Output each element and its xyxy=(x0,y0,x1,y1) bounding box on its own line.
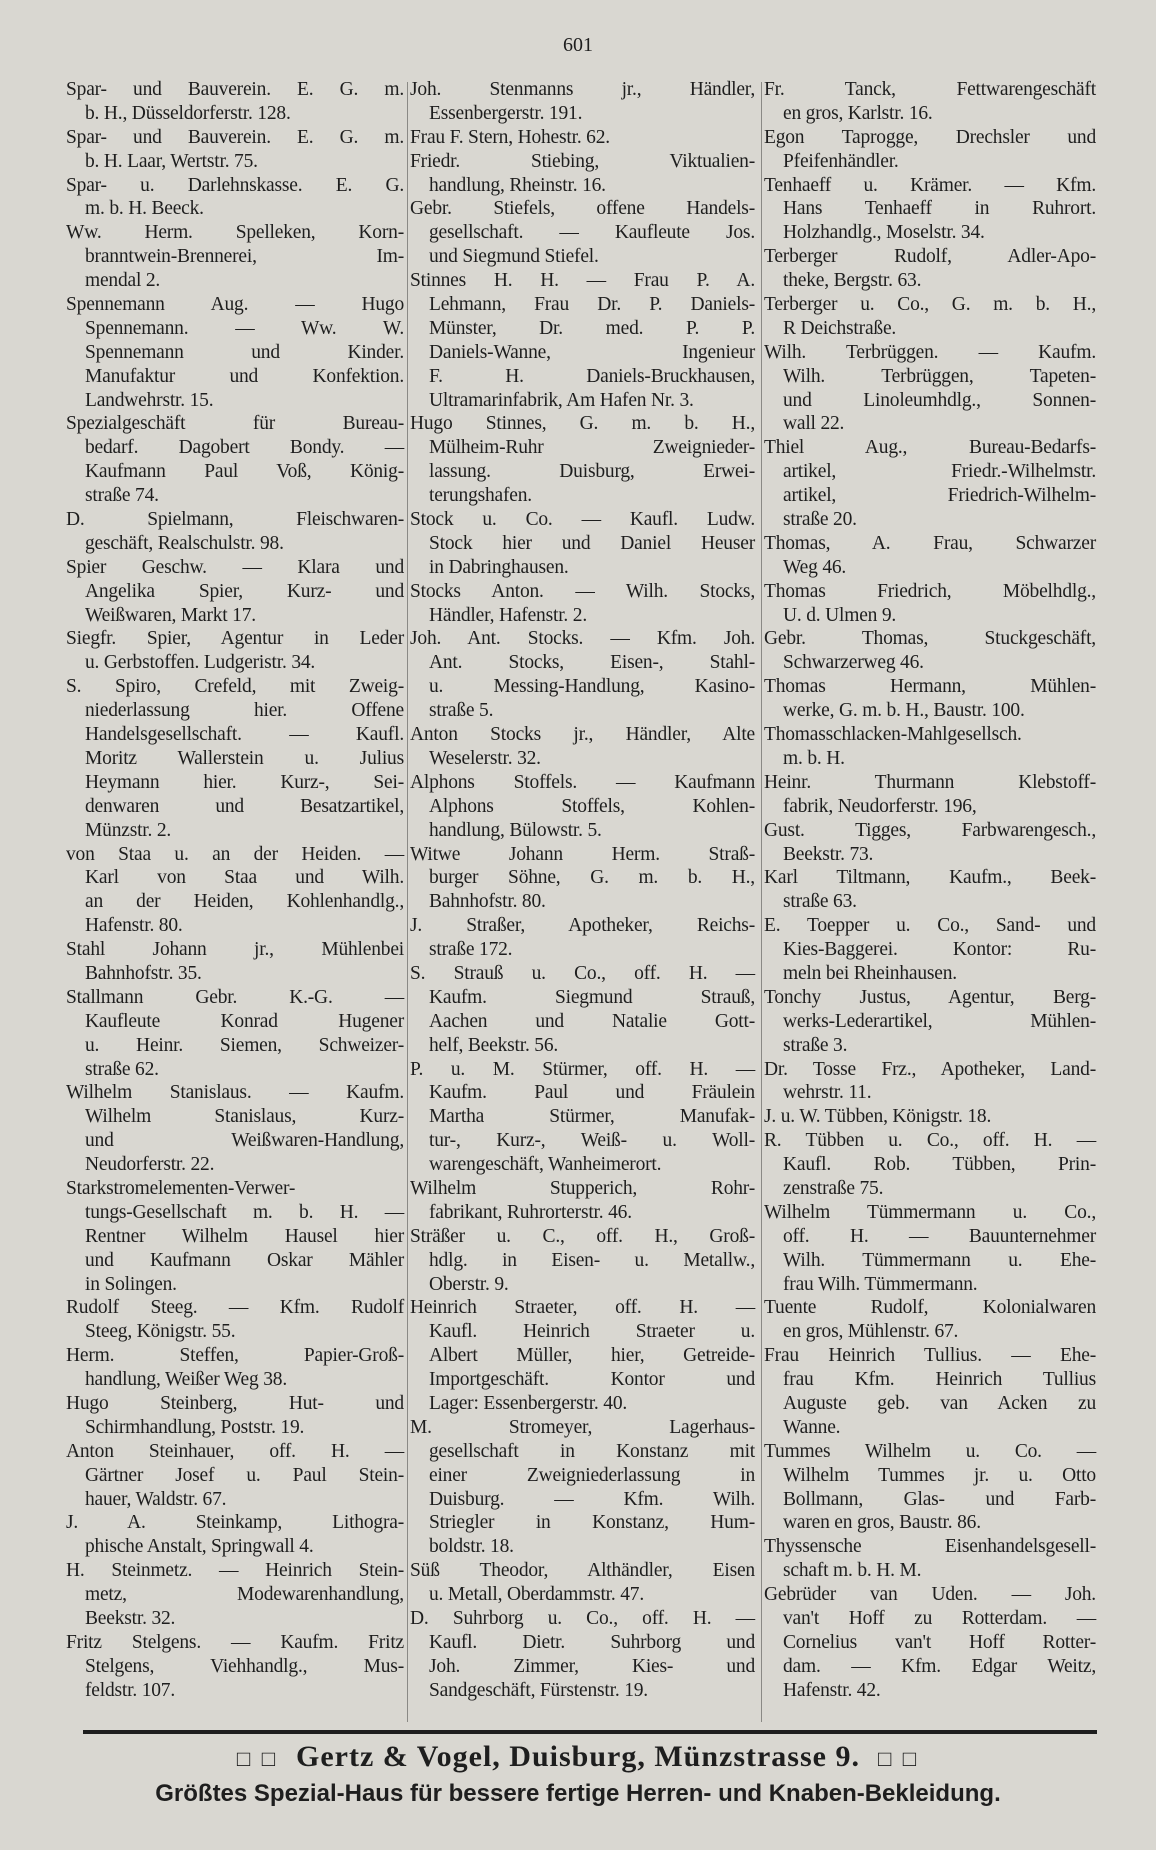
entry-line: straße 74. xyxy=(85,485,159,507)
directory-entry xyxy=(764,174,1096,246)
entry-line: Pfeifenhändler. xyxy=(783,150,899,172)
entry-line: Karl Tiltmann, Kaufm., Beek- xyxy=(764,867,1096,889)
directory-entry xyxy=(764,771,1096,819)
entry-line: straße 62. xyxy=(85,1058,159,1080)
directory-entry xyxy=(764,1440,1096,1536)
directory-entry xyxy=(66,843,404,939)
entry-line: Dr. Tosse Frz., Apotheker, Land- xyxy=(764,1058,1096,1080)
directory-entry xyxy=(764,723,1096,771)
entry-line: Moritz Wallerstein u. Julius xyxy=(85,747,404,769)
directory-entry xyxy=(764,341,1096,437)
entry-line: handlung, Weißer Weg 38. xyxy=(85,1369,288,1391)
entry-line: S. Spiro, Crefeld, mit Zweig- xyxy=(66,676,404,698)
entry-line: Thyssensche Eisenhandelsgesell- xyxy=(764,1536,1096,1558)
entry-line: Importgeschäft. Kontor und xyxy=(429,1369,755,1391)
entry-line: werks-Lederartikel, Mühlen- xyxy=(783,1010,1096,1032)
entry-line: Aachen und Natalie Gott- xyxy=(429,1010,755,1032)
directory-entry xyxy=(764,675,1096,723)
entry-line: Wilhelm Stanislaus, Kurz- xyxy=(85,1106,404,1128)
entry-line: Heinrich Straeter, off. H. — xyxy=(410,1297,755,1319)
entry-line: straße 63. xyxy=(783,891,857,913)
directory-entry xyxy=(410,269,755,412)
entry-line: Hafenstr. 80. xyxy=(85,915,183,937)
entry-line: R Deichstraße. xyxy=(783,317,897,339)
entry-line: Egon Taprogge, Drechsler und xyxy=(764,126,1096,148)
page-number: 601 xyxy=(563,34,593,56)
directory-entry xyxy=(764,1583,1096,1702)
entry-line: Angelika Spier, Kurz- und xyxy=(85,580,404,602)
entry-line: Spennemann Aug. — Hugo xyxy=(66,294,404,316)
entry-line: Stock u. Co. — Kaufl. Ludw. xyxy=(410,509,755,531)
entry-line: en gros, Mühlenstr. 67. xyxy=(783,1321,959,1343)
advertisement-tagline: Größtes Spezial-Haus für bessere fertige Herren- und Knaben-Bekleidung. xyxy=(155,1780,1001,1807)
entry-line: Bollmann, Glas- und Farb- xyxy=(783,1488,1096,1510)
entry-line: hauer, Waldstr. 67. xyxy=(85,1488,227,1510)
entry-line: Bahnhofstr. 80. xyxy=(429,891,546,913)
directory-entry xyxy=(410,1607,755,1703)
entry-line: U. d. Ulmen 9. xyxy=(783,604,897,626)
entry-line: D. Spielmann, Fleischwaren- xyxy=(66,509,404,531)
entry-line: Thomas Hermann, Mühlen- xyxy=(764,676,1096,698)
entry-line: Essenbergerstr. 191. xyxy=(429,102,583,124)
directory-entry xyxy=(66,986,404,1082)
entry-line: Ultramarinfabrik, Am Hafen Nr. 3. xyxy=(429,389,694,411)
directory-column-3 xyxy=(764,78,1096,1703)
directory-entry xyxy=(410,1225,755,1297)
entry-line: u. Gerbstoffen. Ludgeristr. 34. xyxy=(85,652,316,674)
entry-line: Weselerstr. 32. xyxy=(429,747,541,769)
entry-line: Manufaktur und Konfektion. xyxy=(85,365,404,387)
advertisement-rule xyxy=(83,1730,1097,1734)
entry-line: Gebrüder van Uden. — Joh. xyxy=(764,1584,1096,1606)
entry-line: warengeschäft, Wanheimerort. xyxy=(429,1154,662,1176)
entry-line: Joh. Stenmanns jr., Händler, xyxy=(410,79,755,100)
entry-line: Wilhelm Stanislaus. — Kaufm. xyxy=(66,1082,404,1104)
entry-line: Joh. Zimmer, Kies- und xyxy=(429,1655,755,1677)
entry-line: Oberstr. 9. xyxy=(429,1273,509,1295)
entry-line: straße 20. xyxy=(783,509,857,531)
entry-line: feldstr. 107. xyxy=(85,1679,176,1701)
entry-line: fabrikant, Ruhrorterstr. 46. xyxy=(429,1201,632,1223)
entry-line: straße 3. xyxy=(783,1034,848,1056)
entry-line: Neudorferstr. 22. xyxy=(85,1154,215,1176)
entry-line: einer Zweigniederlassung in xyxy=(429,1464,755,1486)
column-divider xyxy=(761,82,762,1722)
directory-entry xyxy=(764,627,1096,675)
directory-entry xyxy=(410,962,755,1058)
entry-line: Ww. Herm. Spelleken, Korn- xyxy=(66,222,404,244)
entry-line: Spennemann und Kinder. xyxy=(85,341,404,363)
entry-line: Händler, Hafenstr. 2. xyxy=(429,604,588,626)
entry-line: Thomas Friedrich, Möbelhdlg., xyxy=(764,580,1096,602)
entry-line: Terberger u. Co., G. m. b. H., xyxy=(764,294,1096,316)
entry-line: Beekstr. 73. xyxy=(783,843,874,865)
entry-line: Tonchy Justus, Agentur, Berg- xyxy=(764,986,1096,1008)
entry-line: Kaufm. Paul und Fräulein xyxy=(429,1082,755,1104)
directory-entry xyxy=(764,1344,1096,1440)
directory-entry xyxy=(764,914,1096,986)
entry-line: Stocks Anton. — Wilh. Stocks, xyxy=(410,580,755,602)
entry-line: branntwein-Brennerei, Im- xyxy=(85,246,404,268)
entry-line: Kies-Baggerei. Kontor: Ru- xyxy=(783,939,1096,961)
directory-entry xyxy=(410,412,755,508)
entry-line: Fritz Stelgens. — Kaufm. Fritz xyxy=(66,1631,404,1653)
entry-line: Witwe Johann Herm. Straß- xyxy=(410,843,755,865)
entry-line: H. Steinmetz. — Heinrich Stein- xyxy=(66,1560,404,1582)
directory-entry xyxy=(410,150,755,198)
entry-line: Süß Theodor, Althändler, Eisen xyxy=(410,1560,755,1582)
entry-line: Auguste geb. van Acken zu xyxy=(783,1392,1096,1414)
entry-line: Handelsgesellschaft. — Kaufl. xyxy=(85,724,404,746)
directory-entry xyxy=(66,174,404,222)
entry-line: Holzhandlg., Moselstr. 34. xyxy=(783,222,985,244)
entry-line: Anton Stocks jr., Händler, Alte xyxy=(410,724,755,746)
entry-line: Wanne. xyxy=(783,1416,841,1438)
entry-line: Kaufleute Konrad Hugener xyxy=(85,1010,404,1032)
entry-line: an der Heiden, Kohlenhandlg., xyxy=(85,891,404,913)
entry-line: Weißwaren, Markt 17. xyxy=(85,604,256,626)
entry-line: J. A. Steinkamp, Lithogra- xyxy=(66,1512,404,1534)
entry-line: E. Toepper u. Co., Sand- und xyxy=(764,915,1096,937)
entry-line: Daniels-Wanne, Ingenieur xyxy=(429,341,755,363)
entry-line: P. u. M. Stürmer, off. H. — xyxy=(410,1058,755,1080)
entry-line: Stinnes H. H. — Frau P. A. xyxy=(410,270,755,292)
entry-line: boldstr. 18. xyxy=(429,1536,514,1558)
entry-line: Landwehrstr. 15. xyxy=(85,389,214,411)
entry-line: Gebr. Stiefels, offene Handels- xyxy=(410,198,755,220)
directory-entry xyxy=(66,126,404,174)
directory-entry xyxy=(410,78,755,126)
entry-line: Heinr. Thurmann Klebstoff- xyxy=(764,771,1096,793)
entry-line: Beekstr. 32. xyxy=(85,1608,176,1629)
directory-entry xyxy=(66,1511,404,1559)
entry-line: Frau Heinrich Tullius. — Ehe- xyxy=(764,1345,1096,1367)
entry-line: und Siegmund Stiefel. xyxy=(429,246,599,268)
directory-column-2 xyxy=(410,78,755,1703)
entry-line: F. H. Daniels-Bruckhausen, xyxy=(429,365,755,387)
entry-line: Frau F. Stern, Hohestr. 62. xyxy=(410,126,610,148)
entry-line: wehrstr. 11. xyxy=(783,1082,872,1104)
entry-line: Kaufl. Dietr. Suhrborg und xyxy=(429,1631,755,1653)
entry-line: in Dabringhausen. xyxy=(429,556,569,578)
entry-line: Schirmhandlung, Poststr. 19. xyxy=(85,1416,305,1438)
entry-line: artikel, Friedr.-Wilhelmstr. xyxy=(783,461,1096,483)
entry-line: Terberger Rudolf, Adler-Apo- xyxy=(764,246,1096,268)
directory-entry xyxy=(764,293,1096,341)
entry-line: Duisburg. — Kfm. Wilh. xyxy=(429,1488,755,1510)
entry-line: waren en gros, Baustr. 86. xyxy=(783,1512,981,1534)
directory-entry xyxy=(764,1535,1096,1583)
entry-line: Tenhaeff u. Krämer. — Kfm. xyxy=(764,174,1096,196)
directory-entry xyxy=(410,771,755,843)
directory-entry xyxy=(66,221,404,293)
entry-line: Fr. Tanck, Fettwarengeschäft xyxy=(764,79,1096,100)
directory-entry xyxy=(764,1105,1096,1129)
entry-line: frau Wilh. Tümmermann. xyxy=(783,1273,978,1295)
entry-line: S. Strauß u. Co., off. H. — xyxy=(410,962,755,984)
entry-line: Kaufl. Heinrich Straeter u. xyxy=(429,1321,755,1343)
entry-line: M. Stromeyer, Lagerhaus- xyxy=(410,1416,755,1438)
entry-line: Stock hier und Daniel Heuser xyxy=(429,532,755,554)
directory-entry xyxy=(66,1177,404,1296)
directory-entry xyxy=(410,914,755,962)
entry-line: Spar- u. Darlehnskasse. E. G. xyxy=(66,174,404,196)
entry-line: van't Hoff zu Rotterdam. — xyxy=(783,1608,1096,1629)
entry-line: Anton Steinhauer, off. H. — xyxy=(66,1440,404,1462)
entry-line: Sträßer u. C., off. H., Groß- xyxy=(410,1225,755,1247)
directory-entry xyxy=(410,126,755,150)
entry-line: hdlg. in Eisen- u. Metallw., xyxy=(429,1249,755,1271)
entry-line: Striegler in Konstanz, Hum- xyxy=(429,1512,755,1534)
entry-line: helf, Beekstr. 56. xyxy=(429,1034,559,1056)
entry-line: Friedr. Stiebing, Viktualien- xyxy=(410,150,755,172)
entry-line: artikel, Friedrich-Wilhelm- xyxy=(783,485,1096,507)
entry-line: Stahl Johann jr., Mühlenbei xyxy=(66,939,404,961)
entry-line: bedarf. Dagobert Bondy. — xyxy=(85,437,404,459)
entry-line: Cornelius van't Hoff Rotter- xyxy=(783,1631,1096,1653)
entry-line: Mülheim-Ruhr Zweignieder- xyxy=(429,437,755,459)
directory-entry xyxy=(66,556,404,628)
entry-line: J. Straßer, Apotheker, Reichs- xyxy=(410,915,755,937)
entry-line: handlung, Bülowstr. 5. xyxy=(429,819,602,841)
entry-line: frau Kfm. Heinrich Tullius xyxy=(783,1369,1096,1391)
entry-line: Tummes Wilhelm u. Co. — xyxy=(764,1440,1096,1462)
ornament-squares-icon: □ □ xyxy=(877,1746,920,1771)
entry-line: u. Metall, Oberdammstr. 47. xyxy=(429,1584,645,1606)
entry-line: gesellschaft. — Kaufleute Jos. xyxy=(429,222,755,244)
entry-line: Thiel Aug., Bureau-Bedarfs- xyxy=(764,437,1096,459)
entry-line: Wilh. Terbrüggen. — Kaufm. xyxy=(764,341,1096,363)
entry-line: Hafenstr. 42. xyxy=(783,1679,881,1701)
entry-line: Weg 46. xyxy=(783,556,847,578)
directory-entry xyxy=(410,1058,755,1177)
directory-entry xyxy=(764,580,1096,628)
directory-entry xyxy=(410,1416,755,1559)
entry-line: Alphons Stoffels. — Kaufmann xyxy=(410,771,755,793)
entry-line: theke, Bergstr. 63. xyxy=(783,270,922,292)
entry-line: Tuente Rudolf, Kolonialwaren xyxy=(764,1297,1096,1319)
entry-line: Herm. Steffen, Papier-Groß- xyxy=(66,1345,404,1367)
entry-line: zenstraße 75. xyxy=(783,1177,884,1199)
entry-line: Sandgeschäft, Fürstenstr. 19. xyxy=(429,1679,648,1701)
entry-line: fabrik, Neudorferstr. 196, xyxy=(783,795,977,817)
entry-line: Wilhelm Tummes jr. u. Otto xyxy=(783,1464,1096,1486)
entry-line: Spezialgeschäft für Bureau- xyxy=(66,413,404,435)
directory-entry xyxy=(410,580,755,628)
entry-line: Albert Müller, hier, Getreide- xyxy=(429,1345,755,1367)
entry-line: Heymann hier. Kurz-, Sei- xyxy=(85,771,404,793)
entry-line: mendal 2. xyxy=(85,270,161,292)
entry-line: von Staa u. an der Heiden. — xyxy=(66,843,404,865)
directory-entry xyxy=(764,78,1096,126)
entry-line: werke, G. m. b. H., Baustr. 100. xyxy=(783,700,1025,722)
ornament-squares-icon: □ □ xyxy=(236,1746,278,1771)
entry-line: Thomasschlacken-Mahlgesellsch. xyxy=(764,724,1022,746)
directory-entry xyxy=(410,1559,755,1607)
entry-line: Martha Stürmer, Manufak- xyxy=(429,1106,755,1128)
entry-line: u. Heinr. Siemen, Schweizer- xyxy=(85,1034,404,1056)
entry-line: Gärtner Josef u. Paul Stein- xyxy=(85,1464,404,1486)
entry-line: phische Anstalt, Springwall 4. xyxy=(85,1536,314,1558)
entry-line: Schwarzerweg 46. xyxy=(783,652,924,674)
directory-entry xyxy=(66,293,404,412)
directory-entry xyxy=(66,1296,404,1344)
directory-entry xyxy=(764,1129,1096,1201)
entry-line: Spar- und Bauverein. E. G. m. xyxy=(66,126,404,148)
entry-line: dam. — Kfm. Edgar Weitz, xyxy=(783,1655,1096,1677)
directory-entry xyxy=(66,1392,404,1440)
entry-line: Spar- und Bauverein. E. G. m. xyxy=(66,79,404,100)
entry-line: gesellschaft in Konstanz mit xyxy=(429,1440,755,1462)
entry-line: straße 172. xyxy=(429,939,513,961)
entry-line: in Solingen. xyxy=(85,1273,177,1295)
entry-line: J. u. W. Tübben, Königstr. 18. xyxy=(764,1106,992,1128)
directory-entry xyxy=(410,1177,755,1225)
entry-line: niederlassung hier. Offene xyxy=(85,700,404,722)
entry-line: Münzstr. 2. xyxy=(85,819,172,841)
entry-line: Karl von Staa und Wilh. xyxy=(85,867,404,889)
directory-entry xyxy=(66,675,404,842)
entry-line: straße 5. xyxy=(429,700,494,722)
entry-line: Steeg, Königstr. 55. xyxy=(85,1321,236,1343)
directory-entry xyxy=(764,866,1096,914)
entry-line: Lehmann, Frau Dr. P. Daniels- xyxy=(429,294,755,316)
entry-line: tungs-Gesellschaft m. b. H. — xyxy=(85,1201,404,1223)
entry-line: Hugo Stinnes, G. m. b. H., xyxy=(410,413,755,435)
entry-line: denwaren und Besatzartikel, xyxy=(85,795,404,817)
entry-line: Spennemann. — Ww. W. xyxy=(85,317,404,339)
entry-line: Starkstromelementen-Verwer- xyxy=(66,1177,296,1199)
directory-entry xyxy=(66,1081,404,1177)
entry-line: Ant. Stocks, Eisen-, Stahl- xyxy=(429,652,755,674)
directory-entry xyxy=(66,1344,404,1392)
entry-line: handlung, Rheinstr. 16. xyxy=(429,174,606,196)
directory-entry xyxy=(764,986,1096,1058)
entry-line: Münster, Dr. med. P. P. xyxy=(429,317,755,339)
directory-entry xyxy=(66,78,404,126)
directory-entry xyxy=(410,723,755,771)
directory-entry xyxy=(410,627,755,723)
entry-line: R. Tübben u. Co., off. H. — xyxy=(764,1130,1096,1152)
directory-entry xyxy=(764,1201,1096,1297)
entry-line: metz, Modewarenhandlung, xyxy=(85,1584,404,1606)
directory-entry xyxy=(764,532,1096,580)
entry-line: und Weißwaren-Handlung, xyxy=(85,1130,404,1152)
entry-line: Hans Tenhaeff in Ruhrort. xyxy=(783,198,1096,220)
entry-line: m. b. H. xyxy=(783,747,845,769)
entry-line: Wilhelm Tümmermann u. Co., xyxy=(764,1201,1096,1223)
entry-line: D. Suhrborg u. Co., off. H. — xyxy=(410,1608,755,1629)
directory-entry xyxy=(410,508,755,580)
directory-entry xyxy=(66,412,404,508)
entry-line: terungshafen. xyxy=(429,485,532,507)
entry-line: wall 22. xyxy=(783,413,845,435)
entry-line: Wilh. Tümmermann u. Ehe- xyxy=(783,1249,1096,1271)
entry-line: Kaufm. Siegmund Strauß, xyxy=(429,986,755,1008)
directory-entry xyxy=(764,1058,1096,1106)
directory-entry xyxy=(764,1296,1096,1344)
entry-line: Siegfr. Spier, Agentur in Leder xyxy=(66,628,404,650)
entry-line: schaft m. b. H. M. xyxy=(783,1560,922,1582)
entry-line: Gebr. Thomas, Stuckgeschäft, xyxy=(764,628,1096,650)
entry-line: Stallmann Gebr. K.-G. — xyxy=(66,986,404,1008)
directory-entry xyxy=(66,1631,404,1703)
entry-line: off. H. — Bauunternehmer xyxy=(783,1225,1096,1247)
directory-entry xyxy=(410,197,755,269)
entry-line: Rentner Wilhelm Hausel hier xyxy=(85,1225,404,1247)
entry-line: b. H. Laar, Wertstr. 75. xyxy=(85,150,258,172)
directory-entry xyxy=(66,508,404,556)
entry-line: Bahnhofstr. 35. xyxy=(85,962,202,984)
entry-line: u. Messing-Handlung, Kasino- xyxy=(429,676,755,698)
directory-entry xyxy=(764,819,1096,867)
entry-line: burger Söhne, G. m. b. H., xyxy=(429,867,755,889)
directory-entry xyxy=(66,938,404,986)
entry-line: meln bei Rheinhausen. xyxy=(783,962,957,984)
entry-line: Gust. Tigges, Farbwarengesch., xyxy=(764,819,1096,841)
entry-line: Lager: Essenbergerstr. 40. xyxy=(429,1392,628,1414)
entry-line: tur-, Kurz-, Weiß- u. Woll- xyxy=(429,1130,755,1152)
entry-line: und Linoleumhdlg., Sonnen- xyxy=(783,389,1096,411)
directory-entry xyxy=(410,1296,755,1415)
directory-entry xyxy=(764,245,1096,293)
entry-line: Thomas, A. Frau, Schwarzer xyxy=(764,532,1096,554)
entry-line: Kaufl. Rob. Tübben, Prin- xyxy=(783,1154,1096,1176)
entry-line: b. H., Düsseldorferstr. 128. xyxy=(85,102,291,124)
directory-entry xyxy=(410,843,755,915)
directory-entry xyxy=(66,1440,404,1512)
entry-line: Wilh. Terbrüggen, Tapeten- xyxy=(783,365,1096,387)
column-divider xyxy=(407,82,408,1722)
entry-line: Kaufmann Paul Voß, König- xyxy=(85,461,404,483)
entry-line: und Kaufmann Oskar Mähler xyxy=(85,1249,404,1271)
entry-line: Rudolf Steeg. — Kfm. Rudolf xyxy=(66,1297,404,1319)
directory-entry xyxy=(66,627,404,675)
directory-entry xyxy=(764,436,1096,532)
entry-line: geschäft, Realschulstr. 98. xyxy=(85,532,284,554)
entry-line: m. b. H. Beeck. xyxy=(85,198,204,220)
entry-line: en gros, Karlstr. 16. xyxy=(783,102,933,124)
entry-line: Stelgens, Viehhandlg., Mus- xyxy=(85,1655,404,1677)
entry-line: lassung. Duisburg, Erwei- xyxy=(429,461,755,483)
entry-line: Alphons Stoffels, Kohlen- xyxy=(429,795,755,817)
directory-entry xyxy=(764,126,1096,174)
directory-entry xyxy=(66,1559,404,1631)
entry-line: Wilhelm Stupperich, Rohr- xyxy=(410,1177,755,1199)
directory-column-1 xyxy=(66,78,404,1703)
advertisement-headline: Gertz & Vogel, Duisburg, Münzstrasse 9. xyxy=(296,1740,860,1773)
advertisement-headline-row xyxy=(0,1740,1156,1774)
entry-line: Joh. Ant. Stocks. — Kfm. Joh. xyxy=(410,628,755,650)
entry-line: Hugo Steinberg, Hut- und xyxy=(66,1392,404,1414)
entry-line: Spier Geschw. — Klara und xyxy=(66,556,404,578)
